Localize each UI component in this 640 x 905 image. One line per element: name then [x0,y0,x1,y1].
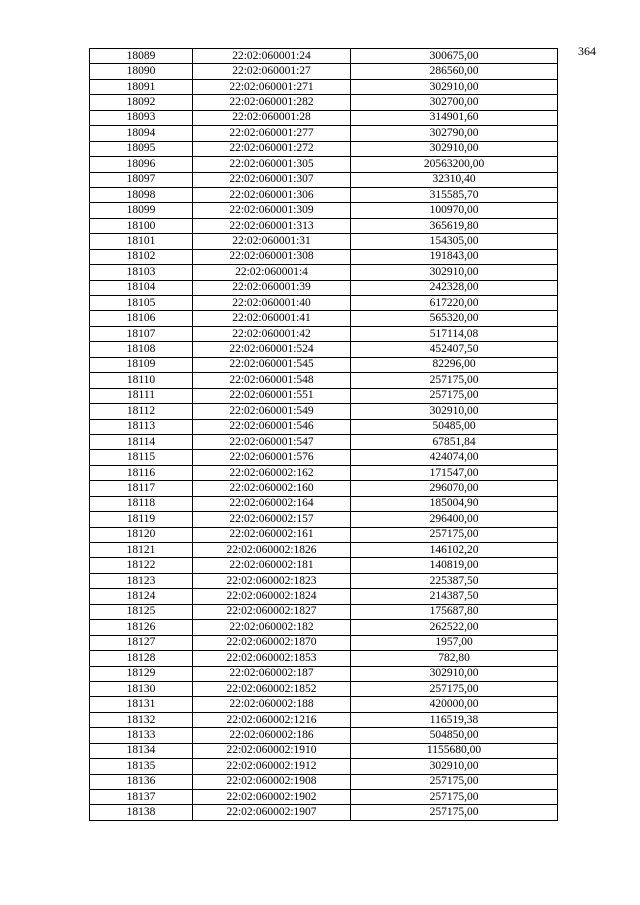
cadastral-value-cell: 302910,00 [351,141,558,156]
table-row [90,743,558,758]
row-number-cell: 18122 [90,558,193,573]
row-number-cell: 18090 [90,64,193,79]
row-number-cell: 18091 [90,79,193,94]
table-row [90,774,558,789]
cadastral-number-cell: 22:02:060001:282 [193,95,351,110]
row-number-cell: 18135 [90,759,193,774]
row-number-cell: 18115 [90,450,193,465]
cadastral-value-cell: 302700,00 [351,95,558,110]
cadastral-number-cell: 22:02:060002:1824 [193,589,351,604]
table-row [90,203,558,218]
cadastral-number-cell: 22:02:060002:1908 [193,774,351,789]
table-row [90,373,558,388]
cadastral-number-cell: 22:02:060002:188 [193,697,351,712]
table-row [90,172,558,187]
table-row [90,434,558,449]
cadastral-value-cell: 225387,50 [351,573,558,588]
cadastral-number-cell: 22:02:060002:1910 [193,743,351,758]
table-row [90,296,558,311]
cadastral-number-cell: 22:02:060001:40 [193,296,351,311]
row-number-cell: 18089 [90,49,193,64]
table-row [90,728,558,743]
cadastral-value-cell: 296070,00 [351,481,558,496]
cadastral-number-cell: 22:02:060001:546 [193,419,351,434]
table-row [90,326,558,341]
row-number-cell: 18138 [90,805,193,820]
cadastral-number-cell: 22:02:060002:1826 [193,543,351,558]
cadastral-value-cell: 116519,38 [351,712,558,727]
row-number-cell: 18124 [90,589,193,604]
cadastral-value-cell: 286560,00 [351,64,558,79]
cadastral-number-cell: 22:02:060002:1823 [193,573,351,588]
cadastral-number-cell: 22:02:060002:157 [193,512,351,527]
row-number-cell: 18112 [90,404,193,419]
row-number-cell: 18130 [90,681,193,696]
table-row [90,249,558,264]
table-row [90,404,558,419]
cadastral-number-cell: 22:02:060001:549 [193,404,351,419]
row-number-cell: 18117 [90,481,193,496]
table-row [90,265,558,280]
cadastral-value-cell: 257175,00 [351,681,558,696]
cadastral-number-cell: 22:02:060002:1907 [193,805,351,820]
cadastral-value-cell: 617220,00 [351,296,558,311]
table-row [90,759,558,774]
row-number-cell: 18104 [90,280,193,295]
row-number-cell: 18118 [90,496,193,511]
cadastral-number-cell: 22:02:060002:161 [193,527,351,542]
cadastral-value-cell: 420000,00 [351,697,558,712]
row-number-cell: 18123 [90,573,193,588]
cadastral-value-cell: 257175,00 [351,373,558,388]
table-body [90,49,558,821]
row-number-cell: 18096 [90,157,193,172]
cadastral-value-cell: 191843,00 [351,249,558,264]
row-number-cell: 18106 [90,311,193,326]
table-row [90,311,558,326]
cadastral-number-cell: 22:02:060002:1870 [193,635,351,650]
cadastral-value-cell: 315585,70 [351,187,558,202]
cadastral-value-cell: 504850,00 [351,728,558,743]
row-number-cell: 18093 [90,110,193,125]
row-number-cell: 18107 [90,326,193,341]
row-number-cell: 18103 [90,265,193,280]
table-row [90,110,558,125]
cadastral-value-cell: 300675,00 [351,49,558,64]
row-number-cell: 18128 [90,651,193,666]
cadastral-value-cell: 257175,00 [351,388,558,403]
row-number-cell: 18120 [90,527,193,542]
cadastral-value-cell: 565320,00 [351,311,558,326]
table-row [90,126,558,141]
cadastral-number-cell: 22:02:060001:313 [193,218,351,233]
cadastral-number-cell: 22:02:060001:309 [193,203,351,218]
cadastral-number-cell: 22:02:060001:271 [193,79,351,94]
table-row [90,604,558,619]
row-number-cell: 18131 [90,697,193,712]
cadastral-number-cell: 22:02:060002:162 [193,465,351,480]
table-row [90,388,558,403]
table-row [90,805,558,820]
cadastral-number-cell: 22:02:060002:1827 [193,604,351,619]
table-row [90,465,558,480]
row-number-cell: 18095 [90,141,193,156]
cadastral-number-cell: 22:02:060001:306 [193,187,351,202]
row-number-cell: 18105 [90,296,193,311]
cadastral-number-cell: 22:02:060001:305 [193,157,351,172]
cadastral-value-cell: 20563200,00 [351,157,558,172]
cadastral-value-cell: 257175,00 [351,527,558,542]
cadastral-value-cell: 296400,00 [351,512,558,527]
table-row [90,450,558,465]
table-row [90,666,558,681]
table-row [90,481,558,496]
page-number: 364 [578,44,596,58]
row-number-cell: 18092 [90,95,193,110]
table-row [90,512,558,527]
table-row [90,681,558,696]
table-row [90,496,558,511]
cadastral-number-cell: 22:02:060001:28 [193,110,351,125]
row-number-cell: 18134 [90,743,193,758]
table-row [90,635,558,650]
table-row [90,558,558,573]
cadastral-number-cell: 22:02:060001:545 [193,357,351,372]
cadastral-number-cell: 22:02:060002:181 [193,558,351,573]
cadastral-number-cell: 22:02:060001:308 [193,249,351,264]
cadastral-number-cell: 22:02:060002:1852 [193,681,351,696]
cadastral-number-cell: 22:02:060001:307 [193,172,351,187]
row-number-cell: 18125 [90,604,193,619]
table-row [90,49,558,64]
table-row [90,573,558,588]
row-number-cell: 18114 [90,434,193,449]
cadastral-value-cell: 257175,00 [351,774,558,789]
cadastral-number-cell: 22:02:060001:41 [193,311,351,326]
table-row [90,527,558,542]
cadastral-value-table [89,48,558,821]
row-number-cell: 18129 [90,666,193,681]
cadastral-value-cell: 175687,80 [351,604,558,619]
cadastral-value-cell: 82296,00 [351,357,558,372]
cadastral-number-cell: 22:02:060001:524 [193,342,351,357]
cadastral-number-cell: 22:02:060001:4 [193,265,351,280]
cadastral-number-cell: 22:02:060002:1853 [193,651,351,666]
table-row [90,280,558,295]
cadastral-value-cell: 452407,50 [351,342,558,357]
cadastral-value-cell: 146102,20 [351,543,558,558]
cadastral-number-cell: 22:02:060002:1216 [193,712,351,727]
cadastral-value-cell: 1957,00 [351,635,558,650]
row-number-cell: 18127 [90,635,193,650]
cadastral-number-cell: 22:02:060002:1912 [193,759,351,774]
row-number-cell: 18132 [90,712,193,727]
row-number-cell: 18137 [90,790,193,805]
row-number-cell: 18119 [90,512,193,527]
row-number-cell: 18133 [90,728,193,743]
table-row [90,651,558,666]
cadastral-value-cell: 32310,40 [351,172,558,187]
table-row [90,712,558,727]
row-number-cell: 18094 [90,126,193,141]
cadastral-number-cell: 22:02:060001:31 [193,234,351,249]
cadastral-value-cell: 517114,08 [351,326,558,341]
cadastral-number-cell: 22:02:060002:186 [193,728,351,743]
cadastral-number-cell: 22:02:060002:1902 [193,790,351,805]
cadastral-number-cell: 22:02:060001:277 [193,126,351,141]
cadastral-value-cell: 314901,60 [351,110,558,125]
row-number-cell: 18102 [90,249,193,264]
cadastral-number-cell: 22:02:060002:182 [193,620,351,635]
table-row [90,543,558,558]
row-number-cell: 18101 [90,234,193,249]
table-row [90,95,558,110]
cadastral-value-cell: 67851,84 [351,434,558,449]
table-row [90,157,558,172]
cadastral-number-cell: 22:02:060001:548 [193,373,351,388]
row-number-cell: 18098 [90,187,193,202]
cadastral-number-cell: 22:02:060001:551 [193,388,351,403]
cadastral-number-cell: 22:02:060002:187 [193,666,351,681]
cadastral-value-cell: 140819,00 [351,558,558,573]
cadastral-value-cell: 302910,00 [351,666,558,681]
table-row [90,357,558,372]
cadastral-value-cell: 302910,00 [351,404,558,419]
cadastral-value-cell: 782,80 [351,651,558,666]
row-number-cell: 18109 [90,357,193,372]
cadastral-value-cell: 185004,90 [351,496,558,511]
cadastral-value-cell: 302790,00 [351,126,558,141]
row-number-cell: 18113 [90,419,193,434]
table-row [90,218,558,233]
cadastral-value-cell: 171547,00 [351,465,558,480]
table-row [90,790,558,805]
cadastral-value-cell: 50485,00 [351,419,558,434]
cadastral-value-cell: 257175,00 [351,805,558,820]
table-row [90,342,558,357]
cadastral-value-cell: 242328,00 [351,280,558,295]
cadastral-value-cell: 262522,00 [351,620,558,635]
cadastral-value-cell: 154305,00 [351,234,558,249]
cadastral-number-cell: 22:02:060002:164 [193,496,351,511]
row-number-cell: 18121 [90,543,193,558]
table-row [90,697,558,712]
row-number-cell: 18110 [90,373,193,388]
cadastral-number-cell: 22:02:060001:24 [193,49,351,64]
row-number-cell: 18116 [90,465,193,480]
table-row [90,187,558,202]
table-row [90,234,558,249]
row-number-cell: 18099 [90,203,193,218]
cadastral-value-cell: 214387,50 [351,589,558,604]
cadastral-number-cell: 22:02:060001:42 [193,326,351,341]
table-row [90,79,558,94]
cadastral-value-cell: 1155680,00 [351,743,558,758]
row-number-cell: 18136 [90,774,193,789]
cadastral-number-cell: 22:02:060001:39 [193,280,351,295]
table-row [90,141,558,156]
cadastral-value-cell: 302910,00 [351,759,558,774]
table-row [90,589,558,604]
cadastral-number-cell: 22:02:060001:272 [193,141,351,156]
cadastral-value-cell: 302910,00 [351,265,558,280]
row-number-cell: 18111 [90,388,193,403]
row-number-cell: 18097 [90,172,193,187]
cadastral-value-cell: 365619,80 [351,218,558,233]
row-number-cell: 18108 [90,342,193,357]
cadastral-value-cell: 257175,00 [351,790,558,805]
table-row [90,64,558,79]
cadastral-value-cell: 100970,00 [351,203,558,218]
table-row [90,620,558,635]
row-number-cell: 18100 [90,218,193,233]
cadastral-number-cell: 22:02:060001:576 [193,450,351,465]
cadastral-number-cell: 22:02:060002:160 [193,481,351,496]
cadastral-value-cell: 302910,00 [351,79,558,94]
cadastral-number-cell: 22:02:060001:27 [193,64,351,79]
cadastral-value-cell: 424074,00 [351,450,558,465]
row-number-cell: 18126 [90,620,193,635]
table-row [90,419,558,434]
cadastral-number-cell: 22:02:060001:547 [193,434,351,449]
